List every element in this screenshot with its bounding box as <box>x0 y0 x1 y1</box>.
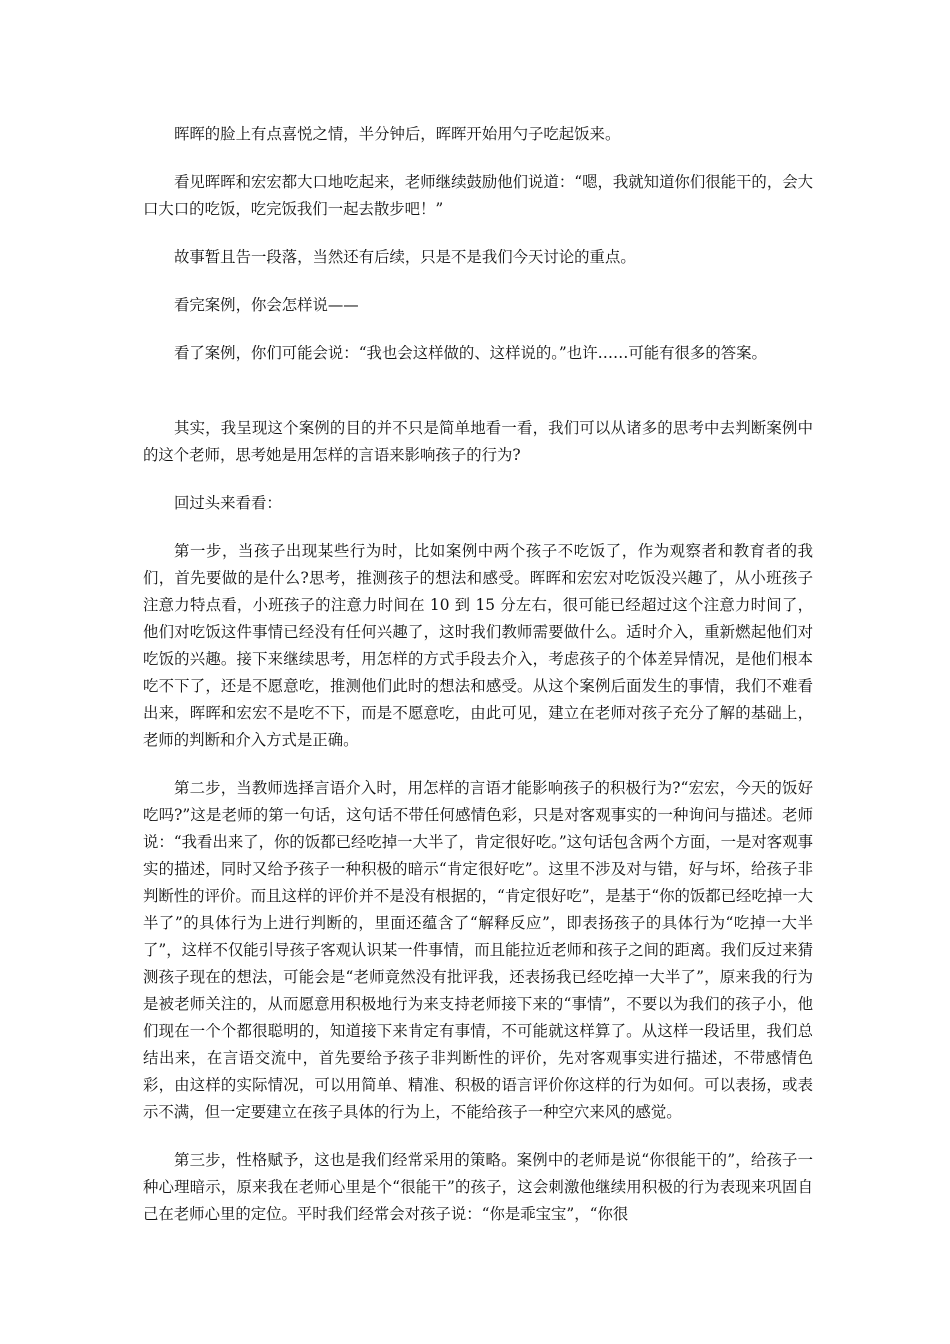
paragraph-6: 其实，我呈现这个案例的目的并不只是简单地看一看，我们可以从诸多的思考中去判断案例中的这个老师，思考她是用怎样的言语来影响孩子的行为? <box>143 419 813 464</box>
paragraph-4: 看完案例，你会怎样说—— <box>174 296 359 314</box>
paragraph-3: 故事暂且告一段落，当然还有后续，只是不是我们今天讨论的重点。 <box>174 248 636 266</box>
paragraph-7: 回过头来看看： <box>174 494 282 512</box>
document-page <box>143 121 813 1249</box>
paragraph-2: 看见晖晖和宏宏都大口地吃起来，老师继续鼓励他们说道：“嗯，我就知道你们很能干的，会大口大口的吃饭，吃完饭我们一起去散步吧！” <box>143 173 813 218</box>
paragraph-8: 第一步，当孩子出现某些行为时，比如案例中两个孩子不吃饭了，作为观察者和教育者的我们，首先要做的是什么?思考，推测孩子的想法和感受。晖晖和宏宏对吃饭没兴趣了，从小班孩子注意力特点看，小班孩子的注意力时间在 10 到 15 分左右，很可能已经超过这个注意力时间了，他们对吃饭这件事情已经没有任何兴趣了，这时我们教师需要做什么。适时介入，重新燃起他们对吃饭的兴趣。接下来继续思考，用怎样的方式手段去介入，考虑孩子的个体差异情况，是他们根本吃不下了，还是不愿意吃，推测他们此时的想法和感受。从这个案例后面发生的事情，我们不难看出来，晖晖和宏宏不是吃不下，而是不愿意吃，由此可见，建立在老师对孩子充分了解的基础上，老师的判断和介入方式是正确。 <box>143 542 813 749</box>
paragraph-5: 看了案例，你们可能会说：“我也会这样做的、这样说的。”也许……可能有很多的答案。 <box>174 344 767 362</box>
paragraph-1: 晖晖的脸上有点喜悦之情，半分钟后，晖晖开始用勺子吃起饭来。 <box>174 125 621 143</box>
paragraph-10: 第三步，性格赋予，这也是我们经常采用的策略。案例中的老师是说“你很能干的”，给孩子一种心理暗示，原来我在老师心里是个“很能干”的孩子，这会刺激他继续用积极的行为表现来巩固自己在老师心里的定位。平时我们经常会对孩子说：“你是乖宝宝”，“你很 <box>143 1151 813 1223</box>
paragraph-9: 第二步，当教师选择言语介入时，用怎样的言语才能影响孩子的积极行为?“宏宏，今天的饭好吃吗?”这是老师的第一句话，这句话不带任何感情色彩，只是对客观事实的一种询问与描述。老师说：“我看出来了，你的饭都已经吃掉一大半了，肯定很好吃。”这句话包含两个方面，一是对客观事实的描述，同时又给予孩子一种积极的暗示“肯定很好吃”。这里不涉及对与错，好与坏，给孩子非判断性的评价。而且这样的评价并不是没有根据的，“肯定很好吃”，是基于“你的饭都已经吃掉一大半了”的具体行为上进行判断的，里面还蕴含了“解释反应”，即表扬孩子的具体行为“吃掉一大半了”，这样不仅能引导孩子客观认识某一件事情，而且能拉近老师和孩子之间的距离。我们反过来猜测孩子现在的想法，可能会是“老师竟然没有批评我，还表扬我已经吃掉一大半了”，原来我的行为是被老师关注的，从而愿意用积极地行为来支持老师接下来的“事情”，不要以为我们的孩子小，他们现在一个个都很聪明的，知道接下来肯定有事情，不可能就这样算了。从这样一段话里，我们总结出来，在言语交流中，首先要给予孩子非判断性的评价，先对客观事实进行描述，不带感情色彩，由这样的实际情况，可以用简单、精准、积极的语言评价你这样的行为如何。可以表扬，或表示不满，但一定要建立在孩子具体的行为上，不能给孩子一种空穴来风的感觉。 <box>143 779 814 1121</box>
